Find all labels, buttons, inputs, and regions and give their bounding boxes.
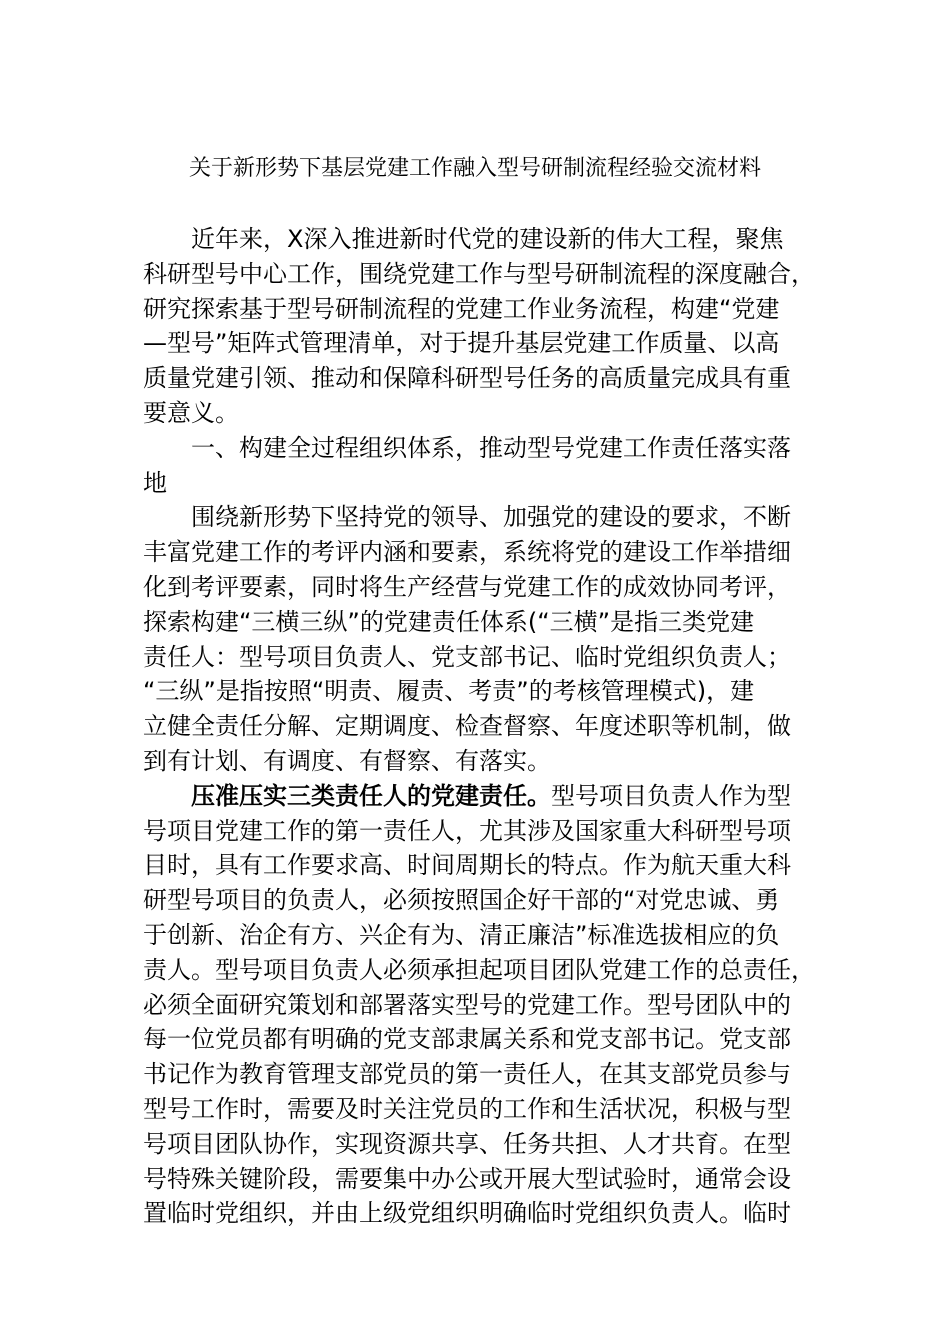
body-line: 研型号项目的负责人，必须按照国企好干部的“对党忠诚、勇 (143, 886, 780, 915)
body-line: 置临时党组织，并由上级党组织明确临时党组织负责人。临时 (143, 1199, 791, 1228)
body-line: 要意义。 (143, 398, 239, 427)
body-line: 目时，具有工作要求高、时间周期长的特点。作为航天重大科 (143, 851, 791, 880)
body-line: 号项目团队协作，实现资源共享、任务共担、人才共育。在型 (143, 1129, 791, 1158)
body-line: 每一位党员都有明确的党支部隶属关系和党支部书记。党支部 (143, 1025, 791, 1054)
body-line: 于创新、治企有方、兴企有为、清正廉洁”标准选拔相应的负 (143, 920, 780, 949)
body-line: 立健全责任分解、定期调度、检查督察、年度述职等机制，做 (143, 712, 791, 741)
body-line: “三纵”是指按照“明责、履责、考责”的考核管理模式)，建 (143, 677, 755, 706)
body-line: 号项目党建工作的第一责任人，尤其涉及国家重大科研型号项 (143, 816, 791, 845)
document-body (143, 222, 813, 1231)
body-line: 研究探索基于型号研制流程的党建工作业务流程，构建“党建 (143, 294, 780, 323)
bold-lead-phrase: 压准压实三类责任人的党建责任。 (191, 781, 551, 810)
body-line: —型号”矩阵式管理清单，对于提升基层党建工作质量、以高 (143, 329, 780, 358)
body-line-rest: 型号项目负责人作为型 (551, 781, 791, 810)
body-line: 型号工作时，需要及时关注党员的工作和生活状况，积极与型 (143, 1094, 791, 1123)
body-line-with-bold-lead (143, 779, 813, 814)
body-line: 号特殊关键阶段，需要集中办公或开展大型试验时，通常会设 (143, 1164, 791, 1193)
body-line: 化到考评要素，同时将生产经营与党建工作的成效协同考评， (143, 572, 791, 601)
section-heading-line: 地 (143, 468, 167, 497)
body-line: 书记作为教育管理支部党员的第一责任人，在其支部党员参与 (143, 1060, 791, 1089)
body-line: 近年来，X深入推进新时代党的建设新的伟大工程，聚焦 (191, 225, 784, 253)
body-line: 责任人：型号项目负责人、党支部书记、临时党组织负责人； (143, 642, 791, 671)
body-line: 到有计划、有调度、有督察、有落实。 (143, 746, 551, 775)
body-line: 丰富党建工作的考评内涵和要素，系统将党的建设工作举措细 (143, 538, 791, 567)
body-line: 质量党建引领、推动和保障科研型号任务的高质量完成具有重 (143, 364, 791, 393)
body-line: 围绕新形势下坚持党的领导、加强党的建设的要求，不断 (191, 503, 791, 532)
body-line: 探索构建“三横三纵”的党建责任体系(“三横”是指三类党建 (143, 607, 755, 636)
body-line: 必须全面研究策划和部署落实型号的党建工作。型号团队中的 (143, 990, 791, 1019)
section-heading-line: 一、构建全过程组织体系，推动型号党建工作责任落实落 (191, 433, 791, 462)
body-line: 科研型号中心工作，围绕党建工作与型号研制流程的深度融合， (143, 259, 815, 288)
body-line: 责人。型号项目负责人必须承担起项目团队党建工作的总责任， (143, 955, 815, 984)
document-title: 关于新形势下基层党建工作融入型号研制流程经验交流材料 (188, 156, 761, 181)
